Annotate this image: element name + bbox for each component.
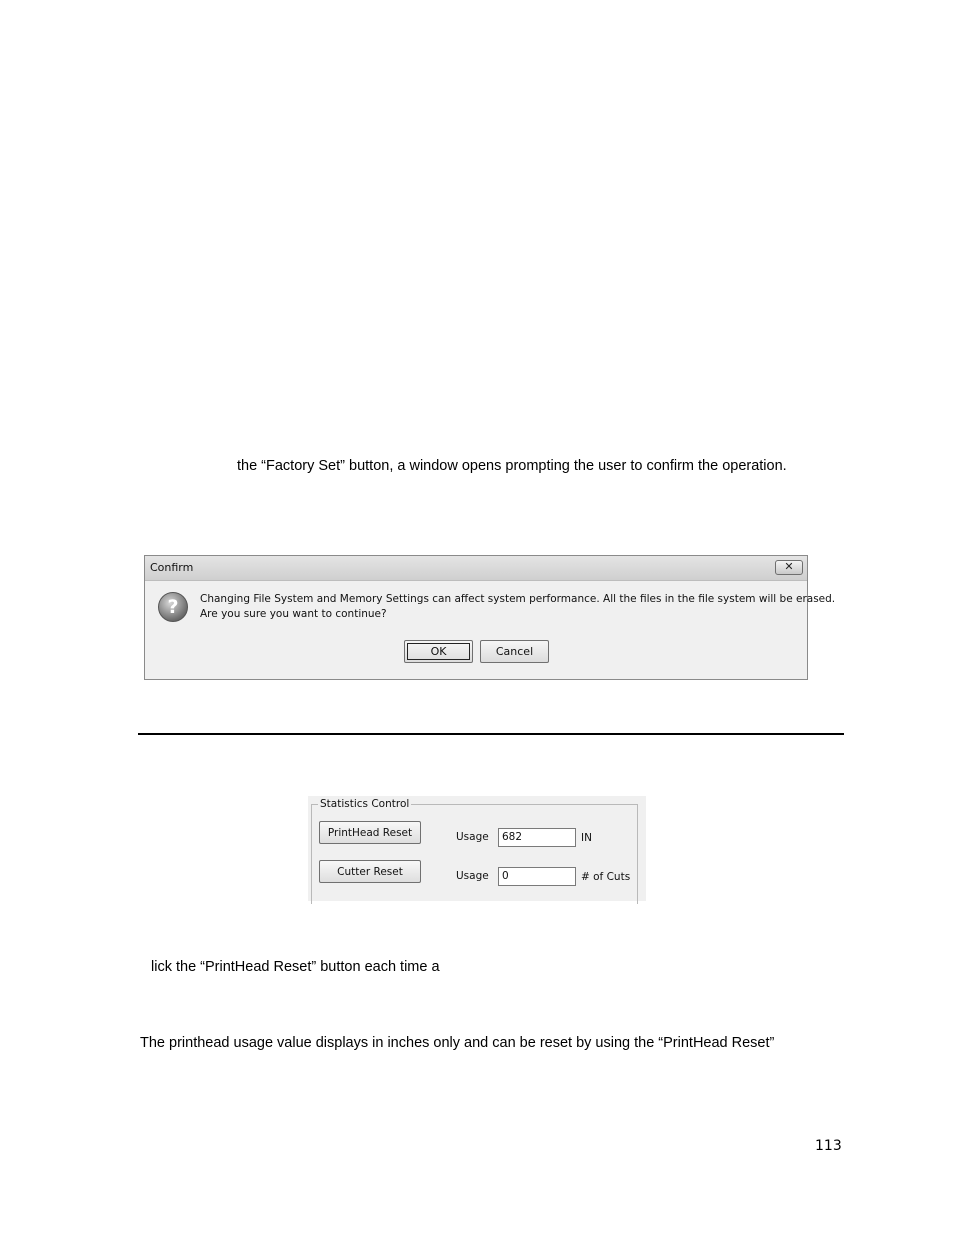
cutter-unit-label: # of Cuts bbox=[581, 871, 631, 883]
printhead-usage-label: Usage bbox=[456, 831, 489, 843]
dialog-message-line2: Are you sure you want to continue? bbox=[200, 608, 387, 620]
cutter-usage-input[interactable]: 0 bbox=[498, 867, 576, 886]
group-label: Statistics Control bbox=[320, 798, 410, 810]
confirm-dialog bbox=[144, 555, 836, 680]
dialog-title-bar bbox=[145, 556, 807, 581]
printhead-reset-button[interactable]: PrintHead Reset bbox=[319, 821, 421, 844]
statistics-control-panel bbox=[308, 796, 646, 901]
question-icon: ? bbox=[158, 592, 188, 622]
printhead-unit-label: IN bbox=[581, 832, 592, 844]
dialog-title: Confirm bbox=[150, 561, 194, 574]
body-text-printhead-reset: lick the “PrintHead Reset” button each time a bbox=[151, 959, 440, 975]
printhead-usage-input[interactable]: 682 bbox=[498, 828, 576, 847]
ok-button[interactable]: OK bbox=[404, 640, 473, 663]
statistics-control-group bbox=[311, 804, 638, 904]
section-divider bbox=[138, 733, 844, 735]
cutter-usage-label: Usage bbox=[456, 870, 489, 882]
dialog-message-line1: Changing File System and Memory Settings can affect system performance. All the files in the file system will be erased. bbox=[200, 593, 836, 605]
body-text-printhead-usage: The printhead usage value displays in inches only and can be reset by using the “PrintHead Reset” bbox=[140, 1035, 775, 1051]
close-button[interactable] bbox=[775, 560, 803, 575]
cancel-button[interactable]: Cancel bbox=[480, 640, 549, 663]
cutter-reset-button[interactable]: Cutter Reset bbox=[319, 860, 421, 883]
close-icon: ✕ bbox=[784, 561, 794, 573]
page-number: 113 bbox=[815, 1138, 842, 1154]
body-text-factory-set: the “Factory Set” button, a window opens prompting the user to confirm the operation. bbox=[237, 458, 787, 474]
